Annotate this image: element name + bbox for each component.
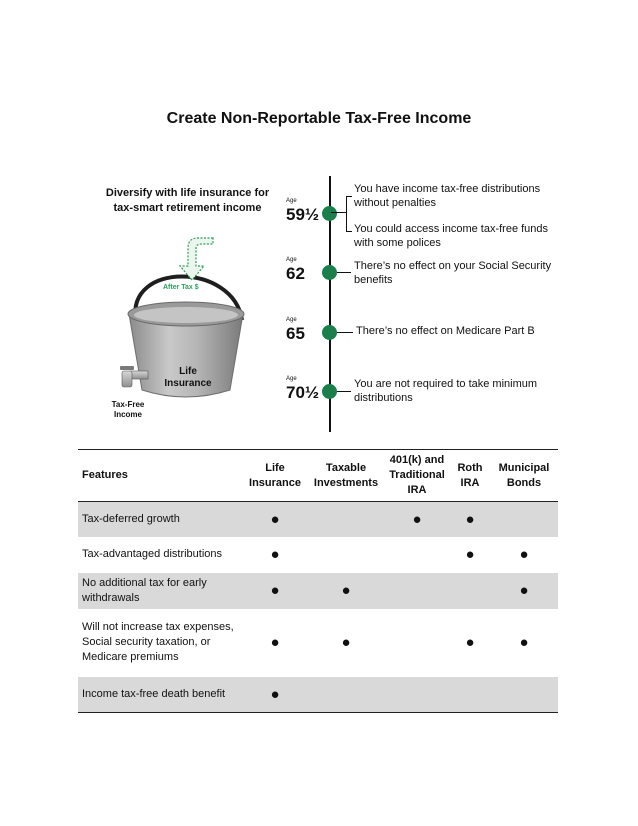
bucket-subtitle: Diversify with life insurance for tax-smart retirement income bbox=[105, 187, 270, 214]
mark-cell: ● bbox=[384, 502, 450, 537]
features-table bbox=[78, 449, 558, 713]
timeline-text: There’s no effect on Medicare Part B bbox=[356, 325, 535, 337]
connector-line bbox=[346, 196, 347, 232]
mark-cell: ● bbox=[519, 634, 529, 651]
age-label: Age bbox=[286, 317, 297, 323]
age-label: Age bbox=[286, 198, 297, 204]
feature-cell: Tax-advantaged distributions bbox=[82, 548, 223, 560]
mark-cell: ● bbox=[519, 546, 529, 563]
mark-cell: ● bbox=[242, 573, 308, 609]
faucet-label-2: Income bbox=[113, 410, 142, 419]
age-value: 59½ bbox=[286, 205, 320, 224]
mark-cell: ● bbox=[341, 634, 351, 651]
table-row bbox=[78, 502, 558, 537]
mark-cell bbox=[450, 573, 490, 609]
mark-cell bbox=[384, 573, 450, 609]
mark-cell: ● bbox=[465, 634, 475, 651]
column-header: Roth IRA bbox=[450, 450, 490, 502]
connector-line bbox=[337, 332, 353, 333]
column-header: Life Insurance bbox=[242, 450, 308, 502]
mark-cell bbox=[384, 609, 450, 677]
mark-cell: ● bbox=[465, 546, 475, 563]
mark-cell: ● bbox=[450, 502, 490, 537]
timeline-text: There’s no effect on your Social Security benefits bbox=[354, 260, 552, 286]
column-header: 401(k) and Traditional IRA bbox=[384, 450, 450, 502]
mark-cell: ● bbox=[270, 546, 280, 563]
bucket-icon bbox=[108, 232, 253, 420]
mark-cell: ● bbox=[308, 573, 384, 609]
mark-cell: ● bbox=[490, 573, 558, 609]
connector-line bbox=[337, 272, 351, 273]
connector-line bbox=[337, 391, 351, 392]
bucket-label-2: Insurance bbox=[164, 378, 212, 389]
mark-cell bbox=[308, 537, 384, 573]
timeline-text: You are not required to take minimum distributions bbox=[354, 378, 538, 404]
mark-cell bbox=[308, 502, 384, 537]
timeline-dot bbox=[322, 265, 337, 280]
mark-cell bbox=[384, 677, 450, 713]
mark-cell: ● bbox=[242, 677, 308, 713]
mark-cell bbox=[384, 537, 450, 573]
feature-cell: No additional tax for early withdrawals bbox=[78, 573, 242, 609]
page-title: Create Non-Reportable Tax-Free Income bbox=[166, 110, 472, 127]
age-value: 70½ bbox=[286, 383, 320, 402]
column-header: Features bbox=[78, 450, 242, 502]
mark-cell bbox=[450, 677, 490, 713]
timeline-text: You could access income tax-free funds with some polices bbox=[354, 223, 549, 249]
timeline-dot bbox=[322, 206, 337, 221]
feature-cell: Income tax-free death benefit bbox=[78, 677, 242, 713]
column-header: Taxable Investments bbox=[308, 450, 384, 502]
bucket-illustration bbox=[108, 232, 253, 420]
age-label: Age bbox=[286, 376, 297, 382]
mark-cell bbox=[308, 677, 384, 713]
mark-cell bbox=[490, 677, 558, 713]
age-value: 65 bbox=[286, 324, 305, 343]
mark-cell: ● bbox=[242, 502, 308, 537]
age-label: Age bbox=[286, 257, 297, 263]
table-row bbox=[78, 609, 558, 677]
table-header-row bbox=[78, 450, 558, 502]
mark-cell: ● bbox=[270, 634, 280, 651]
connector-line bbox=[346, 196, 352, 197]
table-row bbox=[78, 537, 558, 573]
mark-cell bbox=[490, 502, 558, 537]
table-row bbox=[78, 677, 558, 713]
faucet-label-1: Tax-Free bbox=[111, 400, 145, 409]
connector-line bbox=[346, 231, 352, 232]
table-row bbox=[78, 573, 558, 609]
connector-line bbox=[331, 212, 347, 213]
column-header: Municipal Bonds bbox=[490, 450, 558, 502]
feature-cell: Tax-deferred growth bbox=[78, 502, 242, 537]
timeline-text: You have income tax-free distributions without penalties bbox=[354, 183, 541, 209]
after-tax-label: After Tax $ bbox=[163, 284, 199, 291]
age-value: 62 bbox=[286, 264, 305, 283]
timeline-dot bbox=[322, 325, 337, 340]
bucket-label-1: Life bbox=[179, 366, 197, 377]
feature-cell: Will not increase tax expenses, Social security taxation, or Medicare premiums bbox=[82, 621, 234, 663]
timeline-dot bbox=[322, 384, 337, 399]
